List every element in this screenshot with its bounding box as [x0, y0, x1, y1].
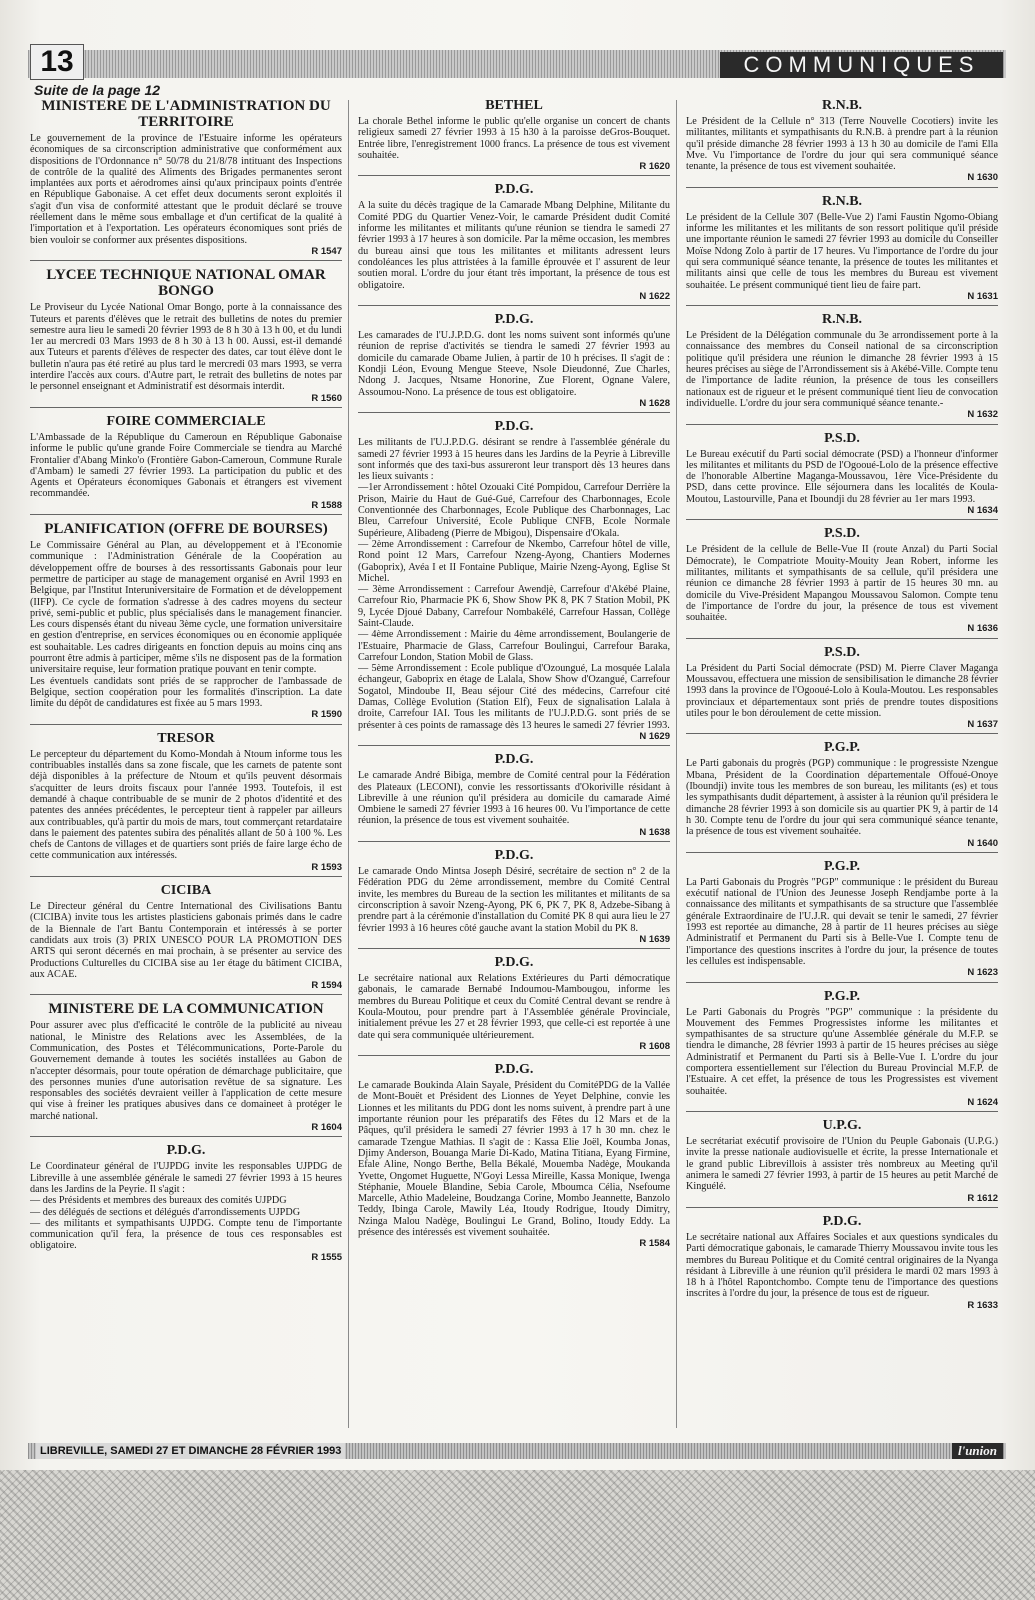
article-body: [358, 200, 670, 290]
article-body: [30, 749, 342, 862]
article-paragraph: Le Parti gabonais du progrès (PGP) communique : le progressiste Nzengue Mbana, Président de la Coordination départementale Offoué-Onoye (Iboundji) invite tous les membres de son bureau, les militants (es) et tous les sympathisants dudit département, à assister à la réunion qu'il présidera le dimanche 28 février 1993 à son domicile sis au quartier PK 9, à partir de 14 h 30. Compte tenu de l'ordre du jour qui sera communiqué séance tenante, la présence de tous est vivement souhaitée.: [686, 758, 998, 838]
article-paragraph: — des militants et sympathisants UJPDG. Compte tenu de l'importante communication qu'il fera, la présence de tous ces responsables est obligatoire.: [30, 1217, 342, 1252]
communique-article: [686, 1214, 998, 1314]
article-paragraph: — 5ème Arrondissement : Ecole publique d'Ozoungué, La mosquée Lalala échangeur, Gaboprix en étage de Lalala, Show Show d'Ozangué, Carrefour Sogatol, Mindoube II, Beau séjour Cité des médecins, Carrefour cité Damas, Collège Evolution (Station Elf), Feux de signalisation Lalala à droite, Carrefour IAI. Tous les militants de l'U.J.P.D.G. sont priés de se présenter à ces points de ramassage dès 13 heures le samedi 27 février 1993.: [358, 663, 670, 731]
communique-article: [30, 98, 342, 261]
article-reference: N 1631: [967, 290, 998, 302]
communique-article: [686, 431, 998, 521]
article-reference: N 1630: [967, 172, 998, 184]
article-heading: P.D.G.: [822, 1213, 862, 1229]
article-body: [686, 212, 998, 291]
article-paragraph: A la suite du décès tragique de la Camarade Mbang Delphine, Militante du Comité PDG du Quartier Venez-Voir, le camarde Président dudit Comité informe les militantes et militants qu'une réunion se tiendra le samedi 27 février 1993 à 17 heures à son domicile. Par la même occasion, les membres du bureau ainsi que tous les militantes et militants adressent leurs condoléances les plus attristées à la famille éprouvée et l' assurent de leur soutien moral. L'ordre du jour étant très important, la présence de tous est obligatoire.: [358, 200, 670, 291]
continued-note: Suite de la page 12: [34, 82, 161, 98]
article-body: [686, 449, 998, 505]
article-body: [686, 1136, 998, 1192]
communique-article: [30, 883, 342, 995]
article-reference: R 1633: [967, 1299, 998, 1311]
article-reference: R 1620: [639, 161, 670, 173]
article-paragraph: Le Parti Gabonais du Progrès "PGP" communique : la présidente du Mouvement des Femmes Progressistes informe les militantes et sympathisantes de sa structure qu'une Assemblée générale du M.F.P. se tiendra le dimanche, 28 février 1993 à partir de 15 heures précises au siège Administratif et Permanent du Parti sis à Belle-Vue I. L'ordre du jour comportera essentiellement sur l'élection du Bureau Provincial M.F.P. de l'Estuaire. A cet effet, la présence de tous les Progressistes est vivement souhaitée.: [686, 1006, 998, 1097]
article-paragraph: Le secrétaire national aux Affaires Sociales et aux questions syndicales du Parti démocratique gabonais, le camarade Thierry Moussavou invite tous les membres du Bureau Politique et du Comité central originaires de la Nyanga résidant à Libreville à une réunion qu'il présidera le mardi 02 mars 1993 à 18 h à l'hôtel Rapontchombo. Compte tenu de l'importance des questions inscrites à l'ordre du jour, la présence de tous est de rigueur.: [686, 1231, 998, 1300]
communique-article: [686, 859, 998, 983]
article-paragraph: La Président du Parti Social démocrate (PSD) M. Pierre Claver Maganga Moussavou, effectuera une mission de sensibilisation le dimanche 28 février 1993 dans la province de l'Ogooué-Lolo à Koula-Moutou. Les responsables provinciaux et départementaux sont priés de prendre toutes dispositions utiles pour le bon déroulement de cette mission.: [686, 662, 998, 719]
article-body: [686, 1232, 998, 1300]
communique-article: [30, 414, 342, 515]
article-paragraph: Le Directeur général du Centre International des Civilisations Bantu (CICIBA) invite tous les artistes plasticiens gabonais primés dans le cadre de la Biennale de l'art Bantu Contemporain et intéressés à se porter candidats aux trois (3) PRIX UNESCO POUR LA PROMOTION DES ARTS qui seront décernés en mai prochain, à se présenter au service des Productions Culturelles du CICIBA sise au 1er étage du bâtiment CICIBA, aux ACAE.: [30, 901, 342, 980]
article-heading: FOIRE COMMERCIALE: [106, 413, 266, 429]
article-body: [686, 758, 998, 837]
article-reference: N 1634: [967, 505, 998, 517]
article-paragraph: Les militants de l'U.J.P.D.G. désirant se rendre à l'assemblée générale du samedi 27 février 1993 à 15 heures dans les Jardins de la Peyrie à Libreville sont informés que des taxi-bus assureront leur transport dès 13 heures dans les lieux suivants :: [358, 437, 670, 483]
article-body: [686, 330, 998, 409]
communique-article: [686, 526, 998, 638]
article-paragraph: Le Commissaire Général au Plan, au développement et à l'Economie communique : l'Administration Générale de la Coopération au développement offre de bourses à des ressortissants Gabonais pour leur permettre de participer au stage de management organisé en Avril 1993 en Belgique, par l'Institut Interuniversitaire de Formation et de développement (IIFP). Ce cycle de formation s'adresse à des cadres moyens du secteur privé, semi-public et public, plus spécialisés dans le management financier. Les cours dispensés étant du niveau 3ème cycle, une formation universitaire en gestion d'entreprise, en services économiques ou en économie appliquée est souhaitable. Les cadres dirigeants en fonction depuis au moins cinq ans pourront être admis à participer, même s'ils ne disposent pas de la formation universitaire requise, leur formation pratique pouvant en tenir compte.: [30, 540, 342, 676]
article-reference: R 1555: [311, 1251, 342, 1263]
article-reference: N 1622: [639, 290, 670, 302]
scan-edge: [0, 1470, 1035, 1600]
article-paragraph: Le Président de la Délégation communale du 3e arrondissement porte à la connaissance des membres du Conseil national de sa circonscription politique qu'il présidera une réunion le dimanche 28 février 1993 à 15 heures précises au siège de l'Arrondissement sis à Akébé-Ville. Compte tenu de l'importance de ladite réunion, la présence de tous les conseillers nationaux est de rigueur et le présent communiqué tient lieu de convocation individuelle. L'ordre du jour sera communiqué séance tenante.-: [686, 330, 998, 409]
article-heading: MINISTERE DE L'ADMINISTRATION DU TERRITOIRE: [41, 98, 331, 130]
column-middle: [358, 96, 670, 1432]
article-paragraph: L'Ambassade de la République du Cameroun en République Gabonaise informe le public qu'une grande Foire Commerciale se tiendra au Marché Frontalier d'Abang Minko'o (Frontière Gabon-Cameroun, Commune Rurale d'Ambam) le samedi 27 février 1993. La participation du public et des Agents et Opérateurs économiques Gabonais et étrangers est vivement recommandée.: [30, 431, 342, 500]
article-paragraph: La Parti Gabonais du Progrès "PGP" communique : le président du Bureau exécutif national de l'Union des Jeunesse Joseph Rendjambe porte à la connaissance des militants et sympathisants de sa structure que l'assemblée générale Extraordinaire de l'U.J.R. qui devait se tenir le samedi, 27 février 1993 est reportée au dimanche, 28 à partir de 11 heures précises au siège Administratif et Permanent du Parti sis à Belle-Vue I. Compte tenu de l'importance des questions inscrites à l'ordre du jour, la présence de toutes les cellules est indispensable.: [686, 876, 998, 967]
article-paragraph: — 4ème Arrondissement : Mairie du 4ème arrondissement, Boulangerie de l'Estuaire, Pharmacie de Glass, Carrefour Boulingui, Carrefour Baraka, Carrefour London, Station Mobil de Glass.: [358, 629, 670, 663]
article-reference: R 1584: [639, 1238, 670, 1250]
article-body: [30, 540, 342, 709]
article-paragraph: Les éventuels candidats sont priés de se rapprocher de l'ambassade de Belgique, section coopération pour les formalités d'inscription. La date limite du dépôt de candidatures est fixée au 5 mars 1993.: [30, 675, 342, 710]
section-title: COMMUNIQUES: [720, 52, 1003, 78]
article-paragraph: Le président de la Cellule 307 (Belle-Vue 2) l'ami Faustin Ngomo-Obiang informe les militantes et les militants de son ressort politique qu'il préside une importante réunion le samedi 27 février 1993 au domicile du Conseiller Moïse Ndong Zolo à partir de 17 heures. Vu l'importance de l'ordre du jour qui sera communiqué séance tenante, la présence de toutes les militantes et militants ainsi que celle de tous les membres du Bureau est vivement souhaitée. Le présent communiqué tient lieu de faire part.: [686, 211, 998, 291]
article-heading: CICIBA: [160, 883, 212, 899]
communique-article: [686, 645, 998, 735]
article-heading: P.D.G.: [494, 1062, 534, 1078]
article-paragraph: Le Président de la Cellule n° 313 (Terre Nouvelle Cocotiers) invite les militantes, militants et sympathisants du R.N.B. à prendre part à la réunion qu'il préside dimanche 28 février 1993 à 13 h 30 au domicile de l'ami Ella Mve. Vu l'importance de l'ordre du jour qui sera communiqué séance tenante, la présence de tous est vivement souhaitée.: [686, 116, 998, 173]
article-body: [30, 1161, 342, 1251]
article-heading: BETHEL: [485, 98, 543, 113]
article-heading: P.D.G.: [166, 1143, 206, 1159]
communique-article: [686, 98, 998, 188]
article-heading: R.N.B.: [821, 193, 863, 209]
communique-article: [30, 267, 342, 408]
article-paragraph: — 2ème Arrondissement : Carrefour de Nkembo, Carrefour hôtel de ville, Rond point 12 Mars, Carrefour Nzeng-Ayong, Chantiers Modernes (Gaboprix), Avéa I et II Fontaine Publique, Mairie Nzeng-Ayong, Eglise St Michel.: [358, 538, 670, 584]
column-right: [686, 96, 998, 1432]
article-paragraph: La chorale Bethel informe le public qu'elle organise un concert de chants religieux samedi 27 février 1993 à 15 h30 à la paroisse deGros-Bouquet. Entrée libre, l'enregistrement 1000 francs. La présence de tous est vivement souhaitée.: [358, 116, 670, 161]
article-reference: R 1547: [311, 245, 342, 257]
newspaper-name: l'union: [952, 1443, 1003, 1459]
article-paragraph: Le camarade Ondo Mintsa Joseph Désiré, secrétaire de section n° 2 de la Fédération PDG du 2ème arrondissement, membre du Comité Central invite, les membres du Bureau de la section les militantes et militants de sa circonscription à savoir Nzeng-Ayong, PK 6, PK 7, PK 8, Adzebe-Sibang à prendre part à la cérémonie d'installation du Comité PK 8 qui aura lieu le 27 février 1993 à 16 heures côté gauche avant la station Mobil du PK 8.: [358, 866, 670, 934]
article-paragraph: — des Présidents et membres des bureaux des comités UJPDG: [30, 1195, 287, 1207]
article-paragraph: —1er Arrondissement : hôtel Ozouaki Cité Pompidou, Carrefour Derrière la Prison, Mairie du Haut de Gué-Gué, Carrefour des Charbonnages, Ecole Conventionnée des Charbonnages, Ecole Publique des Charbonnages, Lac Bleu, Carrefour Université, Ecole Publique CNFB, Ecole Normale Supérieure, Alibadeng (Pierre de Mbigou), Dispensaire d'Okala.: [358, 482, 670, 539]
article-heading: P.D.G.: [494, 848, 534, 864]
article-paragraph: Le percepteur du département du Komo-Mondah à Ntoum informe tous les contribuables installés dans sa zone fiscale, que les carnets de patente sont déjà disponibles à la préfecture de Ntoum et qu'ils peuvent désormais s'acquitter de leurs droits fiscaux pour l'année 1993. Toutefois, il est demandé à chaque contribuable de se munir de 2 photos d'identité et des patentes des années précédentes, le percepteur tient à rappeler par ailleurs aux contribuables, qu'à partir du mois de mars, tout commerçant retardataire dans le paiement des patentes subira des pénalités allant de 50 à 100 %. Les chefs de Cantons de villages et de quartiers sont priés de faire large écho de cette communication aux intéressés.: [30, 748, 342, 862]
article-body: [358, 1080, 670, 1238]
article-paragraph: Le camarade Boukinda Alain Sayale, Président du ComitéPDG de la Vallée de Mont-Bouët et Président des Lionnes de Yeyet Delphine, convie les Lionnes et les militants du PDG dont les noms suivent, à prendre part à une importante réunion pour les préparatifs des Fêtes du 12 Mars et de la Pâques, qu'il présidera le samedi 27 février 1993 à 17 h 30 mn. chez le camarade Tzengue Mathias. Il s'agit de : Kassa Elie Joël, Koumba Jonas, Djimy Anderson, Bouanga Marie Di-Kado, Matina Titiana, Eyang Firmine, Efale Aline, Nongo Berthe, Bella Békalé, Mouemba Nadège, Moukanda Yvette, Ongomet Huguette, N'Goyi Lessa Mireille, Kassa Monique, Iwenga Stéphanie, Mouele Blandine, Sebia Carole, Mboumca Célia, Nsefoume Marcelle, Athio Madeleine, Boudzanga Corine, Mombo Jeannette, Banzolo Teddy, Ibinga Carole, Mawily Léa, Itoudy Rodrigue, Itoudy Dimitry, Nzinga Malou Nadège, Boulingui Le Grand, Bolino, Itoudy Eddy. La présence des intéressés est vivement souhaitée.: [358, 1080, 670, 1239]
communique-article: [30, 1001, 342, 1137]
communique-article: [358, 182, 670, 306]
article-reference: N 1628: [639, 397, 670, 409]
page-number: 13: [30, 44, 84, 80]
article-body: [358, 437, 670, 731]
article-body: [30, 432, 342, 500]
communique-article: [30, 1143, 342, 1266]
article-body: [30, 302, 342, 392]
article-paragraph: — des délégués de sections et délégués d'arrondissements UJPDG: [30, 1206, 301, 1218]
article-reference: N 1640: [967, 837, 998, 849]
column-left: [30, 96, 342, 1432]
article-heading: P.G.P.: [824, 858, 860, 874]
communique-article: [358, 752, 670, 842]
article-reference: R 1593: [311, 861, 342, 873]
article-body: [358, 330, 670, 398]
article-body: [30, 1020, 342, 1122]
article-body: [358, 973, 670, 1041]
article-heading: P.S.D.: [824, 526, 860, 542]
article-body: [686, 1007, 998, 1097]
article-reference: N 1637: [967, 719, 998, 731]
article-reference: N 1636: [967, 623, 998, 635]
article-body: [30, 901, 342, 980]
communique-article: [358, 848, 670, 949]
column-rule: [676, 100, 677, 1428]
article-reference: R 1590: [311, 709, 342, 721]
communique-article: [686, 1118, 998, 1208]
article-reference: N 1632: [967, 409, 998, 421]
article-heading: TRESOR: [157, 730, 215, 746]
article-paragraph: Le camarade André Bibiga, membre de Comité central pour la Fédération des Plateaux (LECONI), convie les ressortissants d'Okoriville résidant à Libreville à une réunion qu'il présidera au domicile du camarade Aimé Ombiene le samedi 27 février 1993 à 16 heures 00. Vu l'importance de cette réunion, la présence de tous est vivement souhaitée.: [358, 770, 670, 827]
article-body: [686, 116, 998, 172]
article-heading: PLANIFICATION (OFFRE DE BOURSES): [44, 521, 328, 538]
article-heading: MINISTERE DE LA COMMUNICATION: [48, 1001, 324, 1018]
article-heading: LYCEE TECHNIQUE NATIONAL OMAR BONGO: [46, 267, 326, 300]
article-paragraph: Le Bureau exécutif du Parti social démocrate (PSD) a l'honneur d'informer les militantes et militants du PSD de l'Ogooué-Lolo de la présence effective de l'honorable Albertine Maganga-Moussavou, 1ère Vice-Présidente du PSD, dans cette province. Elle séjournera dans les localités de Koula-Moutou, Lastourville, Pana et Iboundji du 28 février au 1er mars 1993.: [686, 448, 998, 505]
communique-article: [686, 989, 998, 1113]
article-heading: P.D.G.: [494, 419, 534, 435]
article-heading: P.D.G.: [494, 182, 534, 198]
column-rule: [348, 100, 349, 1428]
article-heading: P.D.G.: [494, 752, 534, 768]
article-heading: P.G.P.: [824, 988, 860, 1004]
article-heading: R.N.B.: [821, 312, 863, 328]
article-paragraph: Le secrétariat exécutif provisoire de l'Union du Peuple Gabonais (U.P.G.) invite la presse nationale audiovisuelle et écrite, la presse Internationale et le grand public Librevillois à assister très nombreux au Meeting qu'il animera le samedi 27 février 1993, à partir de 15 heures au petit Marché de Kinguélé.: [686, 1136, 998, 1193]
article-heading: P.D.G.: [494, 955, 534, 971]
communique-article: [358, 312, 670, 413]
article-paragraph: Le Coordinateur général de l'UJPDG invite les responsables UJPDG de Libreville à une assemblée générale le samedi 27 février 1993 à 15 heures dans les Jardins de la Peyrie. Il s'agit :: [30, 1161, 342, 1195]
article-body: [358, 866, 670, 934]
article-paragraph: Le secrétaire national aux Relations Extérieures du Parti démocratique gabonais, le camarade Bernabé Indoumou-Mambougou, informe les membres du Bureau Politique et ceux du Comité Central devant se rendre à Koula-Moutou, pour prendre part à l'Assemblée générale Provinciale, initialement prévue les 27 et 28 février 1993, que celle-ci est reportée à une date qui sera communiquée ultérieurement.: [358, 973, 670, 1041]
article-body: [686, 544, 998, 623]
communique-article: [686, 194, 998, 306]
article-body: [30, 133, 342, 246]
article-paragraph: Le gouvernement de la province de l'Estuaire informe les opérateurs économiques de sa circonscription administrative que conformément aux dispositions de l'Ordonnance n° 50/78 du 21/8/78 intituant des Inspections de contrôle de la qualité des Aliments des Brigades permanentes seront implantées aux ports et aérodromes ainsi qu'aux principaux points d'entrée en République Gabonaise. A cet effet deux documents seront exploités il s'agit d'un visa de conformité attestant que le produit déclaré se trouve réellement dans le même sous emballage et d'un certificat de la qualité à l'importation et à l'exportation. Les opérateurs économiques sont priés de bien vouloir se conformer aux présentes dispositions.: [30, 133, 342, 246]
article-body: [686, 877, 998, 967]
article-heading: R.N.B.: [821, 98, 863, 113]
article-heading: P.G.P.: [824, 740, 860, 756]
article-reference: R 1594: [311, 980, 342, 992]
article-paragraph: — 3ème Arrondissement : Carrefour Awendjè, Carrefour d'Akébé Plaine, Carrefour Rio, Pharmacie PK 6, Show Show PK 8, PK 7 Station Mobil, PK 9, Lycée Djoué Dabany, Carrefour Nombakélé, Carrefour Hassan, Collège Saint-Claude.: [358, 584, 670, 629]
article-reference: N 1629: [639, 730, 670, 742]
article-reference: N 1639: [639, 933, 670, 945]
communique-article: [358, 955, 670, 1056]
article-body: [358, 770, 670, 826]
article-reference: N 1624: [967, 1096, 998, 1108]
article-paragraph: Le Proviseur du Lycée National Omar Bongo, porte à la connaissance des Tuteurs et parents d'élèves que le retrait des bulletins de notes du premier semestre aura lieu le samedi 20 février 1993 de 8 h 30 à 13 h 00, et du lundi 1er au mercredi 03 Mars 1993 de 8 h 30 à 13 h 00. Aussi, est-il demandé aux Tuteurs et parents d'élèves de respecter des dates, car tout élève dont le bulletin n'aura pas été retiré au plus tard le mercredi 03 mars 1993, se verra interdire l'accès aux cours. d'Autre part, le retrait des bulletins de notes par le personnel enseignant et Administratif est désormais interdit.: [30, 302, 342, 393]
article-heading: U.P.G.: [822, 1118, 862, 1134]
communique-article: [686, 740, 998, 852]
communique-article: [686, 312, 998, 424]
article-reference: R 1612: [967, 1192, 998, 1204]
article-reference: N 1623: [967, 967, 998, 979]
article-reference: R 1588: [311, 499, 342, 511]
article-paragraph: Les camarades de l'U.J.P.D.G. dont les noms suivent sont informés qu'une réunion de reprise d'activités se tiendra le samedi 27 février 1993 au domicile du camarade Obame Julien, à partir de 10 h précises. Il s'agit de : Kondji Léon, Evoung Mengue Steeve, Nsole Dieudonné, Zue Charles, Ndong J. Jacques, Ntsame Honorine, Zue Florent, Ognane Valere, Assoumou-Nono. La présence de tous est obligatoire.: [358, 330, 670, 398]
article-reference: N 1638: [639, 826, 670, 838]
article-paragraph: Pour assurer avec plus d'efficacité le contrôle de la publicité au niveau national, le Ministre des Relations avec les Assemblées, de la Communication, des Postes et Télécommunications, Porte-Parole du Gouvernement demande à toutes les sociétés installées au Gabon de n'accepter désormais, pour toute opération de démarchage publicitaire, que des personnes munies d'une autorisation revêtue de sa signature. Les responsables des sociétés devraient veiller à l'application de cette mesure qui vise à freiner les pratiques abusives dans ce domaineet à protéger le marché national.: [30, 1020, 342, 1122]
communique-article: [358, 1062, 670, 1252]
article-paragraph: Le Président de la cellule de Belle-Vue II (route Anzal) du Parti Social Démocrate), le Compatriote Mouity-Mouity Jean Robert, informe les militantes, militants et sympathisants de sa cellule, qu'il présidera une réunion ce dimanche 28 février 1993 à partir de 15 heures 30 mn. au domicile du Vive-Président Mapangou Moussavou Salomon. Compte tenu de l'importance de l'ordre du jour, la présence de tous est vivement souhaitée.: [686, 544, 998, 624]
footer-dateline: LIBREVILLE, SAMEDI 27 ET DIMANCHE 28 FÉVRIER 1993: [36, 1443, 345, 1459]
communique-article: [30, 731, 342, 877]
article-heading: P.S.D.: [824, 430, 860, 446]
article-body: [686, 663, 998, 719]
communique-article: [30, 521, 342, 725]
article-heading: P.S.D.: [824, 644, 860, 660]
article-heading: P.D.G.: [494, 312, 534, 328]
communique-article: [358, 419, 670, 746]
article-reference: R 1604: [311, 1122, 342, 1134]
article-reference: R 1560: [311, 392, 342, 404]
article-reference: R 1608: [639, 1040, 670, 1052]
communique-article: [358, 98, 670, 176]
article-body: [358, 116, 670, 161]
